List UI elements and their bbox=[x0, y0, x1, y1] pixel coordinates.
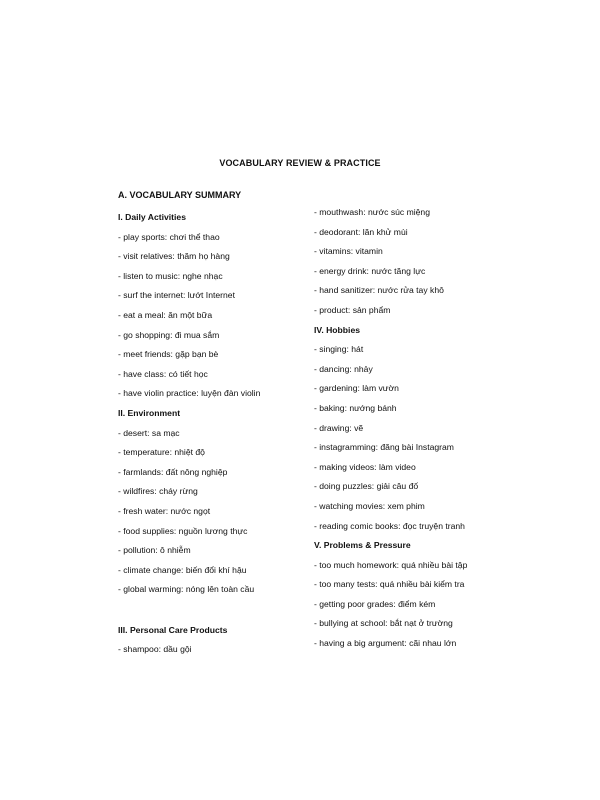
vocab-item: - getting poor grades: điểm kém bbox=[314, 598, 436, 609]
vocab-item: - play sports: chơi thể thao bbox=[118, 231, 220, 242]
vocab-item: - watching movies: xem phim bbox=[314, 500, 425, 511]
document-title: VOCABULARY REVIEW & PRACTICE bbox=[219, 158, 381, 168]
vocab-item: - eat a meal: ăn một bữa bbox=[118, 309, 213, 320]
vocab-item: - farmlands: đất nông nghiệp bbox=[118, 466, 228, 477]
heading-problems-pressure: V. Problems & Pressure bbox=[314, 540, 411, 551]
vocab-item: - vitamins: vitamin bbox=[314, 246, 383, 257]
heading-personal-care-products: III. Personal Care Products bbox=[118, 624, 228, 635]
vocab-item: - wildfires: cháy rừng bbox=[118, 486, 198, 497]
vocab-item: - global warming: nóng lên toàn cầu bbox=[118, 584, 255, 595]
vocab-item: - surf the internet: lướt Internet bbox=[118, 290, 235, 301]
vocab-item: - dancing: nhảy bbox=[314, 363, 373, 374]
vocab-item: - singing: hát bbox=[314, 344, 364, 355]
vocab-item: - pollution: ô nhiễm bbox=[118, 545, 191, 556]
vocab-item: - too many tests: quá nhiều bài kiểm tra bbox=[314, 579, 465, 590]
vocab-item: - gardening: làm vườn bbox=[314, 383, 399, 394]
vocab-item: - making videos: làm video bbox=[314, 461, 416, 472]
vocab-item: - instagramming: đăng bài Instagram bbox=[314, 442, 454, 453]
section-heading-vocabulary-summary: A. VOCABULARY SUMMARY bbox=[118, 190, 242, 200]
vocab-item: - energy drink: nước tăng lực bbox=[314, 265, 426, 276]
vocab-item: - reading comic books: đọc truyện tranh bbox=[314, 520, 465, 531]
vocab-item: - doing puzzles: giải câu đố bbox=[314, 481, 419, 492]
vocab-item: - bullying at school: bắt nạt ở trường bbox=[314, 618, 453, 629]
vocab-item: - have class: có tiết học bbox=[118, 368, 208, 379]
vocab-item: - food supplies: nguồn lương thực bbox=[118, 525, 248, 536]
vocab-item: - have violin practice: luyện đàn violin bbox=[118, 388, 261, 399]
vocab-item: - climate change: biến đổi khí hậu bbox=[118, 564, 247, 575]
right-column bbox=[314, 206, 574, 657]
vocab-item: - mouthwash: nước súc miệng bbox=[314, 207, 430, 217]
vocab-item: - temperature: nhiệt độ bbox=[118, 447, 205, 458]
vocab-item: - visit relatives: thăm họ hàng bbox=[118, 251, 230, 262]
vocab-item: - desert: sa mạc bbox=[118, 427, 180, 438]
vocab-item: - having a big argument: cãi nhau lớn bbox=[314, 638, 457, 649]
vocab-item: - too much homework: quá nhiều bài tập bbox=[314, 559, 468, 570]
vocab-item: - fresh water: nước ngọt bbox=[118, 505, 211, 516]
vocab-item: - go shopping: đi mua sắm bbox=[118, 329, 220, 340]
vocab-item: - baking: nướng bánh bbox=[314, 402, 397, 413]
heading-hobbies: IV. Hobbies bbox=[314, 324, 361, 335]
heading-environment: II. Environment bbox=[118, 407, 181, 418]
vocab-item: - hand sanitizer: nước rửa tay khô bbox=[314, 285, 444, 296]
vocab-item: - deodorant: lăn khử mùi bbox=[314, 226, 408, 237]
vocab-item: - drawing: vẽ bbox=[314, 422, 364, 433]
vocab-item: - listen to music: nghe nhạc bbox=[118, 270, 223, 281]
vocab-item: - shampoo: dầu gội bbox=[118, 644, 192, 655]
heading-daily-activities: I. Daily Activities bbox=[118, 212, 186, 222]
vocab-item: - product: sản phẩm bbox=[314, 304, 391, 315]
vocab-item: - meet friends: gặp bạn bè bbox=[118, 349, 219, 360]
